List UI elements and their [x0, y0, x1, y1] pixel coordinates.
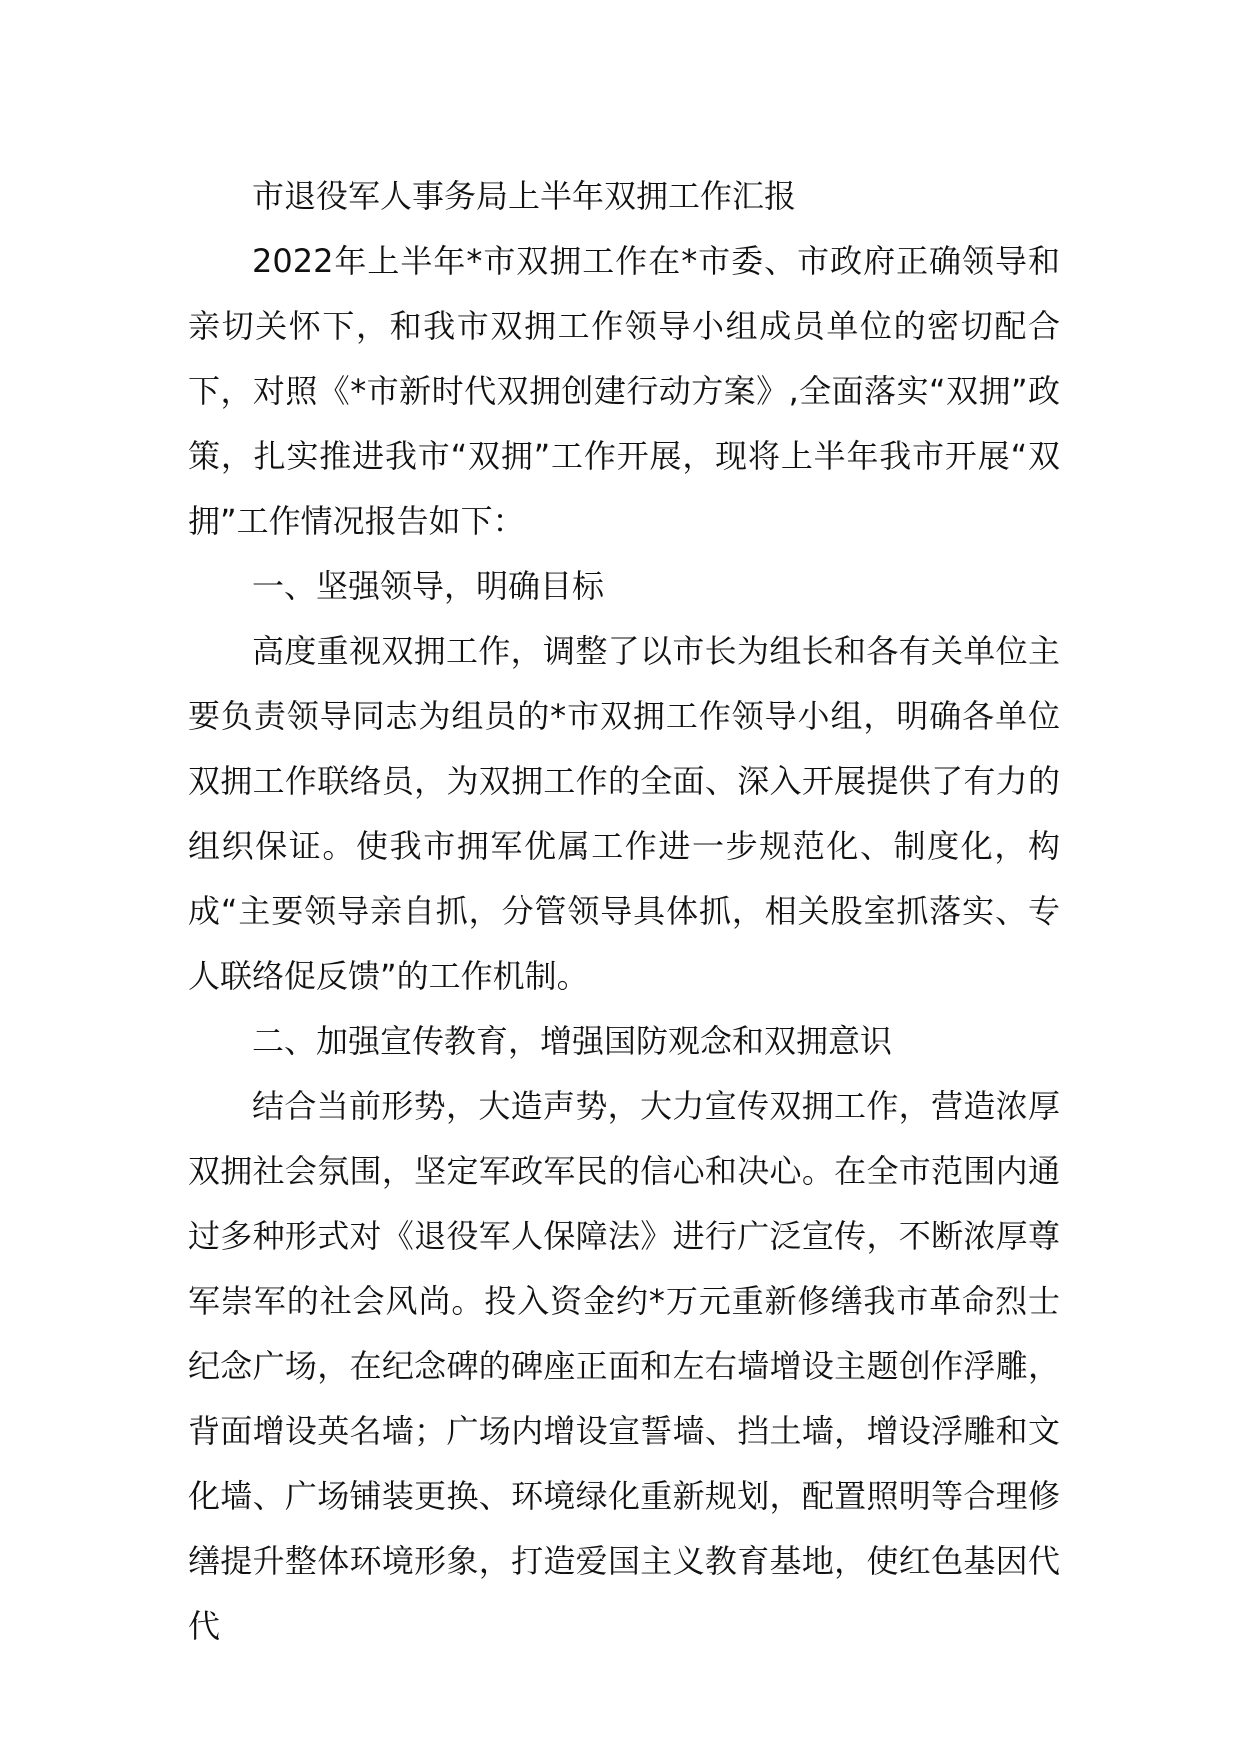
section-heading-2: 二、加强宣传教育，增强国防观念和双拥意识 [252, 1022, 893, 1060]
document-title: 市退役军人事务局上半年双拥工作汇报 [252, 177, 797, 215]
intro-paragraph: 2022年上半年*市双拥工作在*市委、市政府正确领导和亲切关怀下，和我市双拥工作领导小组成员单位的密切配合下，对照《*市新时代双拥创建行动方案》,全面落实“双拥”政策，扎实推进我市“双拥”工作开展，现将上半年我市开展“双拥”工作情况报告如下： [188, 242, 1060, 540]
section-1-paragraph: 高度重视双拥工作，调整了以市长为组长和各有关单位主要负责领导同志为组员的*市双拥工作领导小组，明确各单位双拥工作联络员，为双拥工作的全面、深入开展提供了有力的组织保证。使我市拥军优属工作进一步规范化、制度化，构成“主要领导亲自抓，分管领导具体抓，相关股室抓落实、专人联络促反馈”的工作机制。 [188, 632, 1060, 995]
section-heading-1: 一、坚强领导，明确目标 [252, 567, 605, 605]
document-body [188, 164, 1060, 1659]
section-2-paragraph: 结合当前形势，大造声势，大力宣传双拥工作，营造浓厚双拥社会氛围，坚定军政军民的信心和决心。在全市范围内通过多种形式对《退役军人保障法》进行广泛宣传，不断浓厚尊军崇军的社会风尚。投入资金约*万元重新修缮我市革命烈士纪念广场，在纪念碑的碑座正面和左右墙增设主题创作浮雕，背面增设英名墙；广场内增设宣誓墙、挡土墙，增设浮雕和文化墙、广场铺装更换、环境绿化重新规划，配置照明等合理修缮提升整体环境形象，打造爱国主义教育基地，使红色基因代代 [188, 1087, 1060, 1645]
